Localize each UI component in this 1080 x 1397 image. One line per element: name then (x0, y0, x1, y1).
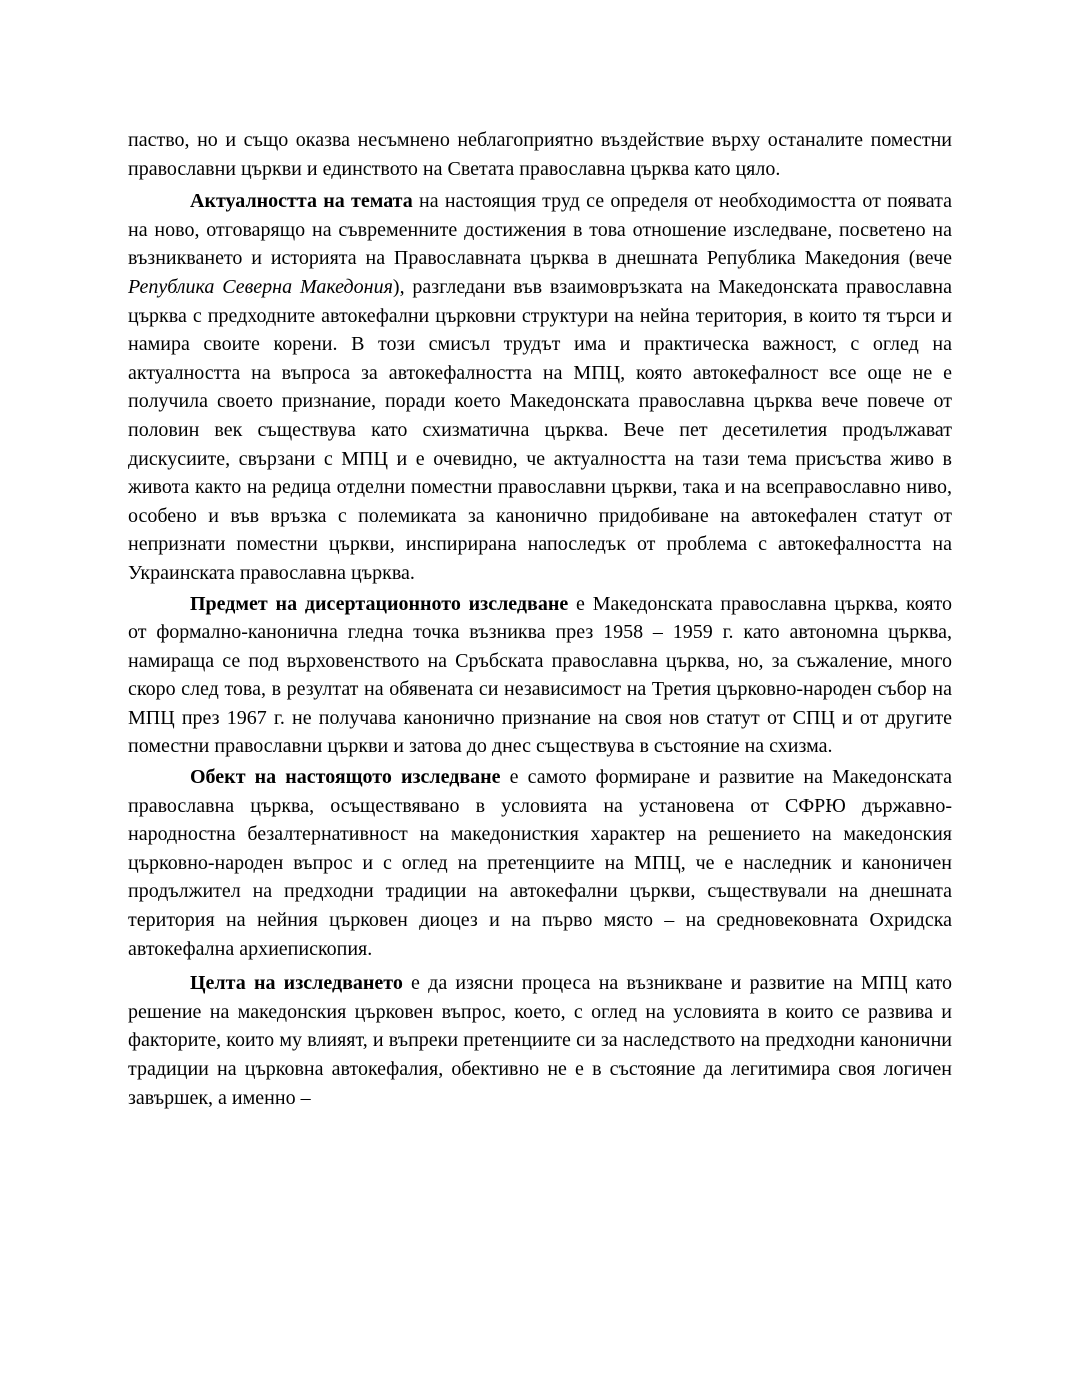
paragraph-object (128, 763, 952, 963)
paragraph-text: е самото формиране и развитие на Македонската православна църква, осъществявано в условията на установена от СФРЮ държавно-народностна безалтернативност на македонисткия характер на решението на македонския църковно-народен въпрос и с оглед на претенциите на МПЦ, че е наследник и каноничен продължител на предходни традиции на автокефални църкви, съществували на днешната територия на нейния църковен диоцез и на първо място – на средновековната Охридска автокефална архиепископия. (128, 766, 952, 960)
paragraph-heading: Целта на изследването (190, 972, 403, 995)
paragraph-continuation (128, 126, 952, 183)
paragraph-text: на настоящия труд се определя от необходимостта от появата на ново, отговарящо на съвременните достижения в това отношение изследване, посветено на възникването и историята на Православната църква в днешната Република Македония (вече (128, 190, 952, 270)
paragraph-subject (128, 590, 952, 762)
paragraph-heading: Предмет на дисертационното изследване (190, 592, 569, 615)
paragraph-goal (128, 969, 952, 1112)
paragraph-relevance (128, 187, 952, 587)
paragraph-text: ), разгледани във взаимовръзката на Македонската православна църква с предходните автокефални църковни структури на нейна територия, в които тя търси и намира своите корени. В този смисъл трудът има и практическа важност, с оглед на актуалността на въпроса за автокефалността на МПЦ, която автокефалност все още не е получила своето признание, поради което Македонската православна църква вече повече от половин век съществува като схизматична църква. Вече пет десетилетия продължават дискусиите, свързани с МПЦ и е очевидно, че актуалността на тази тема присъства живо в живота както на редица отделни поместни православни църкви, така и на всеправославно ниво, особено и във връзка с полемиката за канонично придобиване на автокефален статут от непризнати поместни църкви, инспирирана напоследък от проблема с автокефалността на Украинската православна църква. (128, 275, 952, 584)
paragraph-text: е да изясни процеса на възникване и развитие на МПЦ като решение на македонския църковен въпрос, което, с оглед на условията в които се развива и факторите, които му влияят, и въпреки претенциите си за наследството на предходни канонични традиции на църковна автокефалия, обективно не е в състояние да легитимира своя логичен завършек, а именно – (128, 972, 952, 1109)
italic-country-name: Република Северна Македония (128, 275, 393, 298)
paragraph-heading: Обект на настоящото изследване (190, 766, 501, 789)
paragraph-text: е Македонската православна църква, която от формално-канонична гледна точка възниква през 1958 – 1959 г. като автономна църква, намираща се под върховенството на Сръбската православна църква, но, за съжаление, много скоро след това, в резултат на обявената си независимост на Третия църковно-народен събор на МПЦ през 1967 г. не получава канонично признание на своя нов статут от СПЦ и от другите поместни православни църкви и затова до днес съществува в състояние на схизма. (128, 592, 952, 758)
paragraph-heading: Актуалността на темата (190, 190, 413, 213)
document-page (128, 126, 952, 1112)
paragraph-text: паство, но и също оказва несъмнено неблагоприятно въздействие върху останалите поместни православни църкви и единството на Светата православна църква като цяло. (128, 129, 952, 180)
